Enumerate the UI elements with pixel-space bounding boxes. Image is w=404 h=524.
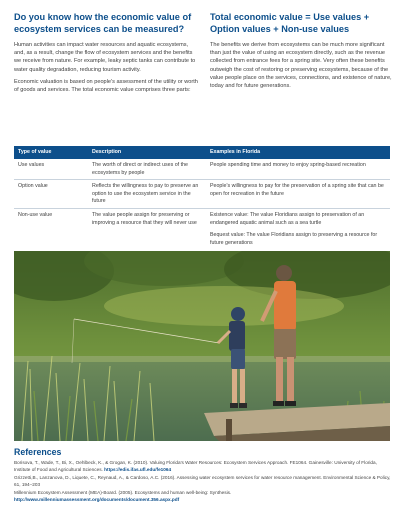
table-cell-type: Use values — [14, 159, 88, 180]
reference-link[interactable]: http://www.millenniumassessment.org/documents/document.356.aspx.pdf — [14, 496, 180, 502]
reference-text: Millennium Ecosystem Assessment (MEA)-Board. (2005). Ecosystems and human well-being: Synthesis. — [14, 490, 232, 496]
table-cell-description: The worth of direct or indirect uses of the ecosystems by people — [88, 159, 206, 180]
table-cell-examples — [206, 159, 390, 180]
left-paragraph-2: Economic valuation is based on people's assessment of the utility or worth of goods and services. The total economic value comprises three parts: — [14, 78, 198, 94]
example-text: Bequest value: The value Floridians assign to preserving a resource for future generations — [210, 232, 378, 246]
example-text: Existence value: The value Floridians assign to preservation of an endangered aquatic animal such as a sea turtle — [210, 211, 365, 226]
left-column — [14, 12, 198, 98]
table-header-type: Type of value — [14, 146, 88, 159]
table-header-examples: Examples in Florida — [206, 146, 390, 159]
right-heading: Total economic value = Use values + Option values + Non-use values — [210, 12, 370, 34]
right-paragraph: The benefits we derive from ecosystems can be much more significant than just the value of using an ecosystem directly, such as the revenue collected from entrance fees for a spring site. Very often these benefits outweigh the cost of restoring or preserving ecosystems, because of the value people place on the services, connections, and existence of nature, today and for future generations. — [210, 42, 392, 90]
reference-text: Borisova, T., Wade, T., Bi, X., Oehlbeck, K., & Grogan, K. (2010). Valuing Florida's Water Resources: Ecosystem Services Approach. FE1064. Gainesville: University of Florida, Institute of Food and Agricultural Sciences. — [14, 460, 377, 472]
references-section — [14, 447, 392, 506]
reference-item — [14, 490, 392, 503]
example-text: People spending time and money to enjoy spring-based recreation — [210, 162, 366, 168]
table-header-description: Description — [88, 146, 206, 159]
example-text: People's willingness to pay for the preservation of a spring site that can be open for recreation in the future — [210, 183, 384, 197]
reference-item — [14, 460, 392, 473]
table-cell-examples — [206, 208, 390, 254]
reference-link[interactable]: https://edis.ifas.ufl.edu/fe1064 — [104, 466, 172, 472]
value-table — [14, 146, 390, 254]
left-heading: Do you know how the economic value of ecosystem services can be measured? — [14, 12, 192, 34]
table-cell-type: Option value — [14, 180, 88, 209]
table-row — [14, 159, 390, 180]
table-row — [14, 180, 390, 209]
table-cell-description: The value people assign for preserving or improving a resource that they will never use — [92, 211, 197, 226]
right-column — [210, 12, 392, 94]
reference-text: Grizzetti,B., Lanzanova, D., Liquete, C., Reynaud, A., & Cardoso, A.C. (2016). Assessing water ecosystem services for water resource management. Environmental Science & Policy, 61, 194–203 — [14, 475, 391, 487]
table-row — [14, 208, 390, 254]
table-cell-examples — [206, 180, 390, 209]
references-heading: References — [14, 447, 62, 457]
table-cell-type: Non-use value — [18, 211, 53, 218]
table-cell-description: Reflects the willingness to pay to preserve an option to use the ecosystem service in the future — [88, 180, 206, 209]
left-paragraph-1: Human activities can impact water resources and aquatic ecosystems, and, as a result, change the flow of ecosystem services and the benefits we receive from nature. For example, leaky septic tanks can contribute to water quality degradation, reducing tourism activity. — [14, 42, 196, 73]
reference-item — [14, 475, 392, 488]
table-header-row — [14, 146, 390, 159]
fishing-photo — [14, 251, 390, 441]
